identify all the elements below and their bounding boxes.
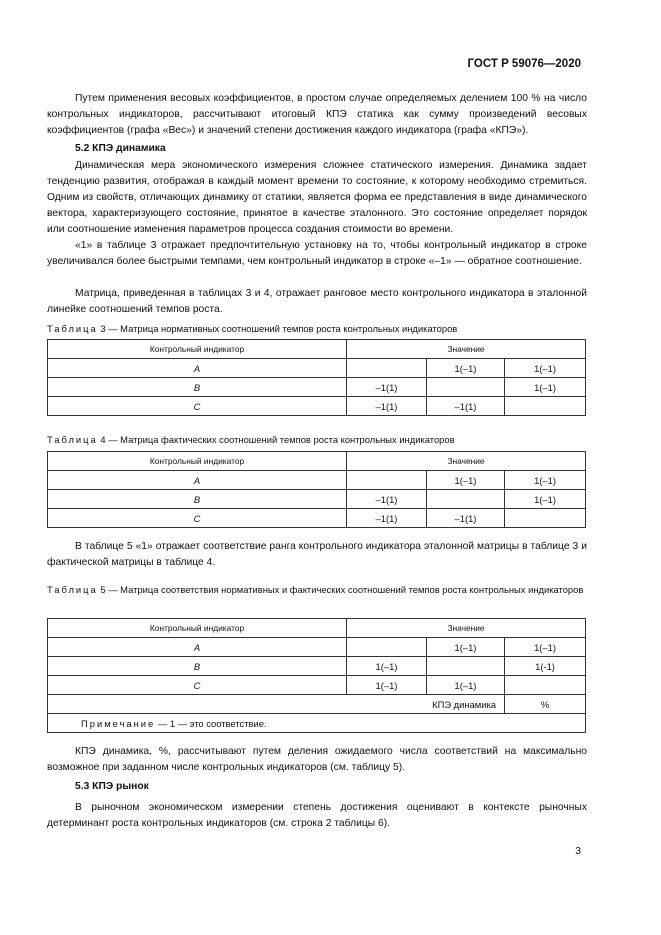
table-cell: 1(–1) bbox=[427, 471, 505, 490]
table5-label: Таблица bbox=[47, 584, 98, 595]
table-row bbox=[48, 452, 586, 471]
table-cell: 1(–1) bbox=[505, 359, 586, 378]
table-cell: 1(–1) bbox=[347, 676, 427, 695]
table-cell: 1(–1) bbox=[505, 638, 586, 657]
table-cell bbox=[347, 638, 427, 657]
table3-title: 3 — Матрица нормативных соотношений темпов роста контрольных индикаторов bbox=[97, 323, 458, 334]
table-cell: 1(–1) bbox=[427, 359, 505, 378]
row-label: A bbox=[48, 638, 347, 657]
row-label: A bbox=[48, 471, 347, 490]
table-cell: 1(–1) bbox=[347, 657, 427, 676]
row-label: B bbox=[48, 490, 347, 509]
column-header-value: Значение bbox=[347, 452, 586, 471]
table-row bbox=[48, 471, 586, 490]
row-label: B bbox=[48, 378, 347, 397]
table-row-note bbox=[48, 714, 586, 733]
table4-title: 4 — Матрица фактических соотношений темпов роста контрольных индикаторов bbox=[97, 434, 455, 445]
table3-caption bbox=[47, 322, 587, 336]
table-row bbox=[48, 657, 586, 676]
table-row bbox=[48, 676, 586, 695]
table-cell: 1(–1) bbox=[427, 638, 505, 657]
table-cell: –1(1) bbox=[427, 509, 505, 528]
table-row bbox=[48, 490, 586, 509]
table-cell: 1(–1) bbox=[505, 490, 586, 509]
table-row bbox=[48, 638, 586, 657]
table-row bbox=[48, 359, 586, 378]
table-row bbox=[48, 619, 586, 638]
table-row-kpi bbox=[48, 695, 586, 714]
table-cell bbox=[427, 657, 505, 676]
paragraph-market: В рыночном экономическом измерении степень достижения оценивают в контексте рыночных детерминант роста контрольных индикаторов (см. строка 2 таблицы 6). bbox=[47, 802, 587, 829]
table-row bbox=[48, 340, 586, 359]
column-header-value: Значение bbox=[347, 340, 586, 359]
table-row bbox=[48, 378, 586, 397]
table5-note bbox=[48, 714, 586, 733]
table-cell: –1(1) bbox=[427, 397, 505, 416]
table-cell: 1(–1) bbox=[505, 471, 586, 490]
paragraph-table3-note: «1» в таблице 3 отражает предпочтительную установку на то, чтобы контрольный индикатор в строке увеличивался более быстрыми темпами, чем контрольный индикатор в строке «–1» — обратное соотношение. bbox=[47, 240, 587, 267]
table-cell bbox=[505, 397, 586, 416]
table-cell: 1(–1) bbox=[427, 676, 505, 695]
note-text: — 1 — это соответствие. bbox=[155, 717, 267, 729]
table-cell: 1(-1) bbox=[505, 657, 586, 676]
table3 bbox=[47, 339, 586, 416]
row-label: C bbox=[48, 676, 347, 695]
table-row bbox=[48, 397, 586, 416]
row-label: B bbox=[48, 657, 347, 676]
table4-label: Таблица bbox=[47, 434, 98, 445]
table-cell bbox=[505, 509, 586, 528]
table-row bbox=[48, 509, 586, 528]
table-cell bbox=[427, 378, 505, 397]
paragraph-weights: Путем применения весовых коэффициентов, в простом случае определяемых делением 100 % на число контрольных индикаторов, рассчитывают итоговый КПЭ статика как сумму произведений весовых коэффициентов (графа «Вес») и значений степени достижения каждого индикатора (графа «КПЭ»). bbox=[47, 93, 587, 136]
paragraph-matrix: Матрица, приведенная в таблицах 3 и 4, отражает ранговое место контрольного индикатора в эталонной линейке соотношений темпов роста. bbox=[47, 288, 587, 315]
table-cell bbox=[427, 490, 505, 509]
table-cell bbox=[505, 676, 586, 695]
table-cell: –1(1) bbox=[347, 378, 427, 397]
column-header-indicator: Контрольный индикатор bbox=[48, 340, 347, 359]
table5-caption bbox=[47, 583, 587, 597]
section-heading-5-3: 5.3 КПЭ рынок bbox=[75, 781, 149, 792]
paragraph-kpi-dynamics: КПЭ динамика, %, рассчитывают путем деления ожидаемого числа соответствий на максимально возможное при заданном числе контрольных индикаторов (см. таблицу 5). bbox=[47, 746, 587, 773]
row-label: C bbox=[48, 397, 347, 416]
column-header-value: Значение bbox=[347, 619, 586, 638]
table5-title: 5 — Матрица соответствия нормативных и фактических соотношений темпов роста контрольных индикаторов bbox=[97, 584, 584, 595]
table-cell: 1(–1) bbox=[505, 378, 586, 397]
table-cell bbox=[347, 359, 427, 378]
table-cell: –1(1) bbox=[347, 509, 427, 528]
table4 bbox=[47, 451, 586, 528]
table4-caption bbox=[47, 433, 587, 447]
paragraph-table5-intro: В таблице 5 «1» отражает соответствие ранга контрольного индикатора эталонной матрицы в таблице 3 и фактической матрицы в таблице 4. bbox=[47, 541, 587, 568]
column-header-indicator: Контрольный индикатор bbox=[48, 452, 347, 471]
page-number: 3 bbox=[575, 846, 581, 857]
row-label: C bbox=[48, 509, 347, 528]
paragraph-dynamics: Динамическая мера экономического измерения сложнее статического измерения. Динамика задает тенденцию развития, отображая в каждый момент времени то состояние, к которому необходимо стремиться. Одним из свойств, отличающих динамику от статики, является форма ее представления в виде динамического вектора, характеризующего состояние, принятое в качестве эталонного. Это состояние определяет порядок или соотношение изменения параметров процесса создания стоимости во времени. bbox=[47, 160, 587, 235]
note-label: Примечание bbox=[81, 717, 156, 729]
table-cell: –1(1) bbox=[347, 397, 427, 416]
row-label: A bbox=[48, 359, 347, 378]
document-header: ГОСТ Р 59076—2020 bbox=[467, 58, 581, 70]
table5 bbox=[47, 618, 586, 733]
table-cell bbox=[347, 471, 427, 490]
kpi-unit: % bbox=[505, 695, 586, 714]
column-header-indicator: Контрольный индикатор bbox=[48, 619, 347, 638]
section-heading-5-2: 5.2 КПЭ динамика bbox=[75, 143, 166, 154]
table-cell: –1(1) bbox=[347, 490, 427, 509]
kpi-label: КПЭ динамика bbox=[48, 695, 505, 714]
table3-label: Таблица bbox=[47, 323, 98, 334]
